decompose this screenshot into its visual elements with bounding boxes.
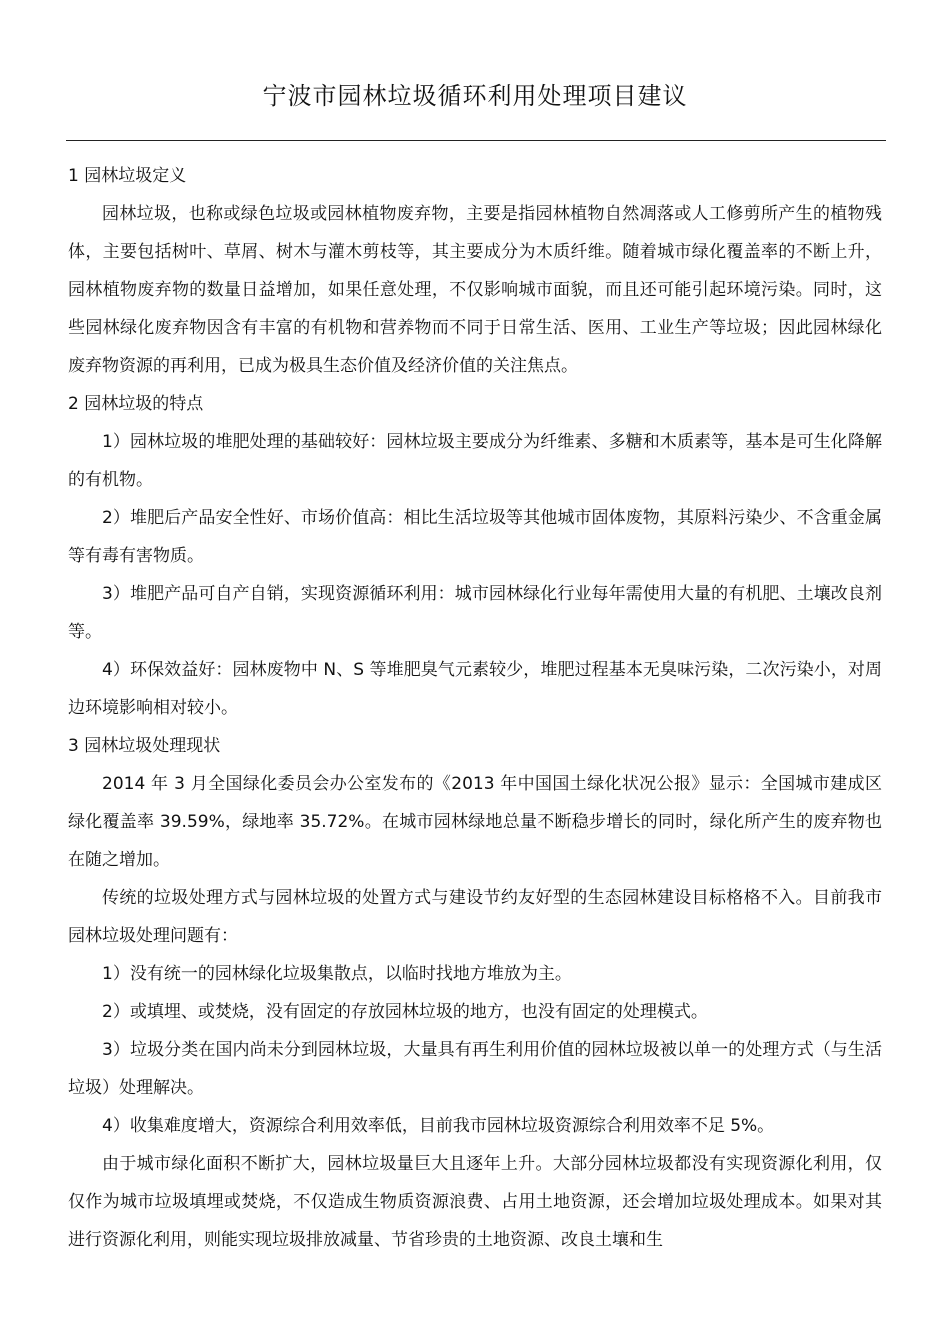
paragraph: 2014 年 3 月全国绿化委员会办公室发布的《2013 年中国国土绿化状况公报》显示：全国城市建成区绿化覆盖率 39.59%，绿地率 35.72%。在城市园林绿地总量不断稳步增长的同时，绿化所产生的废弃物也在随之增加。	[68, 774, 882, 870]
list-item: 1）园林垃圾的堆肥处理的基础较好：园林垃圾主要成分为纤维素、多糖和木质素等，基本是可生化降解的有机物。	[68, 432, 882, 490]
section-current-status	[68, 727, 882, 1259]
list-item: 3）垃圾分类在国内尚未分到园林垃圾，大量具有再生利用价值的园林垃圾被以单一的处理方式（与生活垃圾）处理解决。	[68, 1040, 882, 1098]
document-body	[68, 157, 882, 1259]
list-item: 4）环保效益好：园林废物中 N、S 等堆肥臭气元素较少，堆肥过程基本无臭味污染，二次污染小，对周边环境影响相对较小。	[68, 660, 882, 718]
list-item: 4）收集难度增大，资源综合利用效率低，目前我市园林垃圾资源综合利用效率不足 5%。	[102, 1116, 775, 1136]
list-item: 2）堆肥后产品安全性好、市场价值高：相比生活垃圾等其他城市固体废物，其原料污染少、不含重金属等有毒有害物质。	[68, 508, 882, 566]
paragraph: 传统的垃圾处理方式与园林垃圾的处置方式与建设节约友好型的生态园林建设目标格格不入。目前我市园林垃圾处理问题有：	[68, 888, 882, 946]
section-heading: 2 园林垃圾的特点	[68, 394, 204, 414]
list-item: 1）没有统一的园林绿化垃圾集散点，以临时找地方堆放为主。	[102, 964, 572, 984]
section-characteristics	[68, 385, 882, 727]
paragraph: 由于城市绿化面积不断扩大，园林垃圾量巨大且逐年上升。大部分园林垃圾都没有实现资源化利用，仅仅作为城市垃圾填埋或焚烧，不仅造成生物质资源浪费、占用土地资源，还会增加垃圾处理成本。如果对其进行资源化利用，则能实现垃圾排放减量、节省珍贵的土地资源、改良土壤和生	[68, 1154, 882, 1250]
document-title: 宁波市园林垃圾循环利用处理项目建议	[262, 82, 688, 110]
section-definition	[68, 157, 882, 385]
paragraph: 园林垃圾，也称或绿色垃圾或园林植物废弃物，主要是指园林植物自然凋落或人工修剪所产生的植物残体，主要包括树叶、草屑、树木与灌木剪枝等，其主要成分为木质纤维。随着城市绿化覆盖率的不断上升，园林植物废弃物的数量日益增加，如果任意处理，不仅影响城市面貌，而且还可能引起环境污染。同时，这些园林绿化废弃物因含有丰富的有机物和营养物而不同于日常生活、医用、工业生产等垃圾；因此园林绿化废弃物资源的再利用，已成为极具生态价值及经济价值的关注焦点。	[68, 204, 882, 376]
title-divider	[66, 140, 886, 141]
list-item: 2）或填埋、或焚烧，没有固定的存放园林垃圾的地方，也没有固定的处理模式。	[102, 1002, 708, 1022]
section-heading: 3 园林垃圾处理现状	[68, 736, 221, 756]
list-item: 3）堆肥产品可自产自销，实现资源循环利用：城市园林绿化行业每年需使用大量的有机肥、土壤改良剂等。	[68, 584, 882, 642]
section-heading: 1 园林垃圾定义	[68, 166, 187, 186]
